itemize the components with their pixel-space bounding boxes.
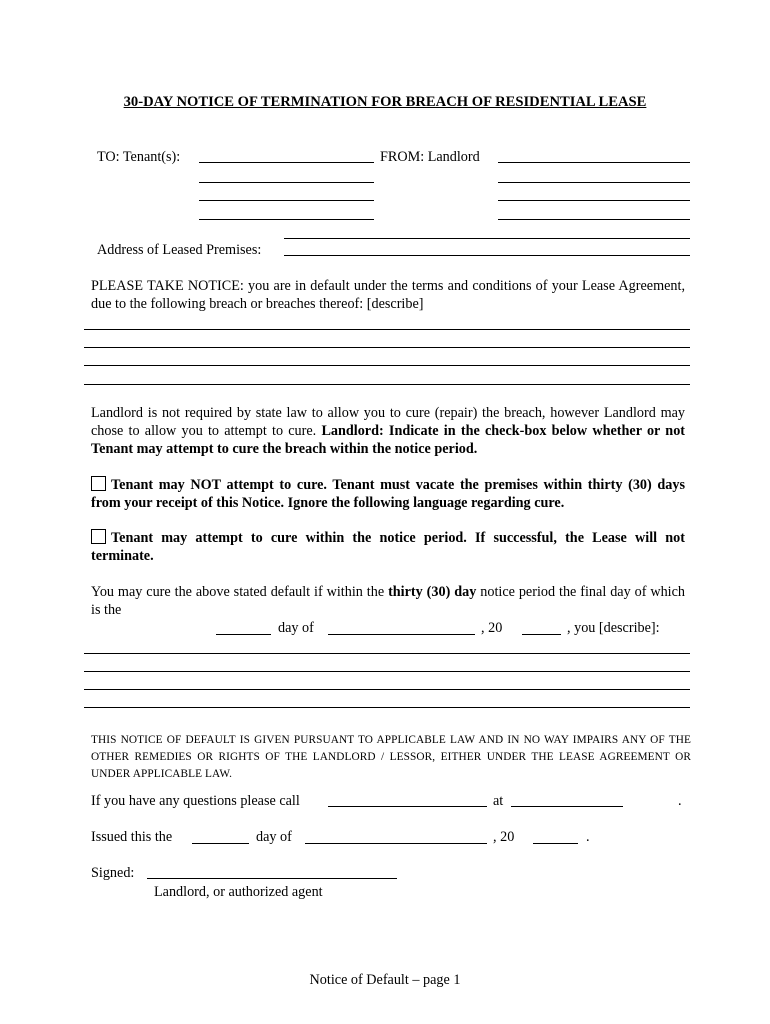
breach-description-line-1[interactable] — [84, 329, 690, 330]
address-label: Address of Leased Premises: — [97, 242, 262, 258]
no-cure-checkbox[interactable] — [91, 476, 106, 491]
cure-text — [91, 583, 685, 619]
cure-description-line-1[interactable] — [84, 653, 690, 654]
landlord-name-field-2[interactable] — [498, 182, 690, 183]
cure-day-of-label: day of — [278, 620, 314, 636]
option-cure-text: Tenant may attempt to cure within the notice period. If successful, the Lease will not terminate. — [91, 530, 685, 564]
signer-caption: Landlord, or authorized agent — [154, 884, 323, 900]
cure-year-prefix: , 20 — [481, 620, 503, 636]
breach-description-line-2[interactable] — [84, 347, 690, 348]
cure-day-field[interactable] — [216, 634, 271, 635]
from-landlord-label: FROM: Landlord — [380, 149, 480, 165]
cure-intro-instruction: Landlord: Indicate in the check-box below whether or not Tenant may attempt to cure the breach within the notice period. — [91, 423, 686, 457]
tenant-name-field-2[interactable] — [199, 182, 374, 183]
option-no-cure — [91, 476, 685, 512]
issued-month-field[interactable] — [305, 843, 487, 844]
document-title: 30-DAY NOTICE OF TERMINATION FOR BREACH OF RESIDENTIAL LEASE — [123, 94, 647, 110]
notice-intro: PLEASE TAKE NOTICE: you are in default under the terms and conditions of your Lease Agreement, due to the following breach or breaches thereof: [describe] — [91, 278, 685, 312]
cure-year-field[interactable] — [522, 634, 561, 635]
issued-label: Issued this the — [91, 829, 173, 845]
contact-name-field[interactable] — [328, 806, 487, 807]
cure-month-field[interactable] — [328, 634, 475, 635]
landlord-name-field-4[interactable] — [498, 219, 690, 220]
issued-year-field[interactable] — [533, 843, 578, 844]
premises-address-field[interactable] — [284, 255, 690, 256]
page-footer: Notice of Default – page 1 — [309, 972, 461, 988]
landlord-name-field-1[interactable] — [498, 162, 690, 163]
cure-intro — [91, 404, 685, 458]
signature-field[interactable] — [147, 878, 397, 879]
you-describe-label: , you [describe]: — [567, 620, 660, 636]
cure-description-line-2[interactable] — [84, 671, 690, 672]
option-cure — [91, 529, 685, 565]
questions-period: . — [678, 793, 682, 809]
option-no-cure-text: Tenant may NOT attempt to cure. Tenant must vacate the premises within thirty (30) days from your receipt of this Notice. Ignore the following language regarding cure. — [91, 477, 685, 511]
tenant-name-field-3[interactable] — [199, 200, 374, 201]
landlord-name-field-3[interactable] — [498, 200, 690, 201]
cure-description-line-4[interactable] — [84, 707, 690, 708]
cure-intro-plain: Landlord is not required by state law to allow you to cure (repair) the breach, however Landlord may chose to allow you to attempt to cure. — [91, 405, 685, 439]
questions-label: If you have any questions please call — [91, 793, 300, 809]
issued-day-field[interactable] — [192, 843, 249, 844]
breach-description-line-3[interactable] — [84, 365, 690, 366]
breach-description-line-4[interactable] — [84, 384, 690, 385]
issued-year-prefix: , 20 — [493, 829, 515, 845]
signed-label: Signed: — [91, 865, 135, 881]
legal-notice: THIS NOTICE OF DEFAULT IS GIVEN PURSUANT TO APPLICABLE LAW AND IN NO WAY IMPAIRS ANY OF THE OTHER REMEDIES OR RIGHTS OF THE LANDLORD / LESSOR, EITHER UNDER THE LEASE AGREEMENT OR UNDER APPLICABLE LAW. — [91, 734, 691, 780]
to-tenant-label: TO: Tenant(s): — [97, 149, 181, 165]
landlord-address-line[interactable] — [284, 238, 690, 239]
contact-phone-field[interactable] — [511, 806, 623, 807]
tenant-name-field-4[interactable] — [199, 219, 374, 220]
cure-description-line-3[interactable] — [84, 689, 690, 690]
at-label: at — [493, 793, 504, 809]
issued-period: . — [586, 829, 590, 845]
issued-day-of-label: day of — [256, 829, 292, 845]
tenant-name-field-1[interactable] — [199, 162, 374, 163]
cure-text-start: You may cure the above stated default if within the — [91, 584, 385, 600]
cure-checkbox[interactable] — [91, 529, 106, 544]
cure-text-end: notice period the final day of which is the — [91, 584, 686, 618]
cure-text-bold: thirty (30) day — [388, 584, 477, 600]
